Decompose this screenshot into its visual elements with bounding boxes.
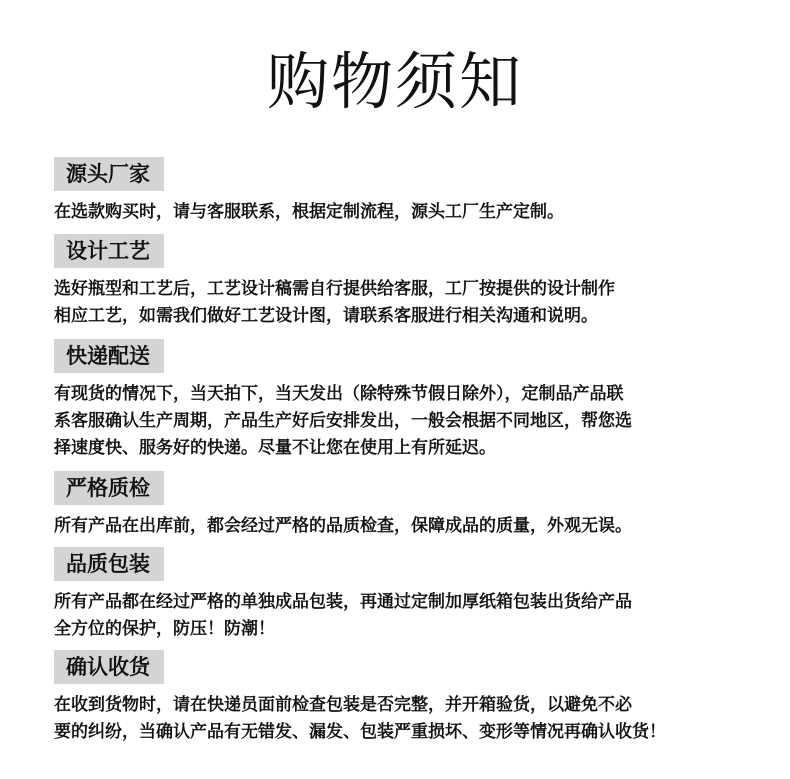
- section-heading: 快递配送: [54, 339, 164, 373]
- body-line: 要的纠纷，当确认产品有无错发、漏发、包装严重损坏、变形等情况再确认收货！: [54, 722, 666, 742]
- section-heading: 确认收货: [54, 650, 164, 684]
- body-line: 所有产品在出库前，都会经过严格的品质检查，保障成品的质量，外观无误。: [54, 516, 632, 536]
- section-body: [54, 589, 754, 643]
- body-line: 择速度快、服务好的快递。尽量不让您在使用上有所延迟。: [54, 438, 496, 458]
- body-line: 系客服确认生产周期，产品生产好后安排发出，一般会根据不同地区，帮您选: [54, 411, 632, 431]
- body-line: 在选款购买时，请与客服联系，根据定制流程，源头工厂生产定制。: [54, 202, 564, 222]
- section-body: [54, 513, 754, 540]
- section-heading: 设计工艺: [54, 234, 164, 268]
- body-line: 选好瓶型和工艺后，工艺设计稿需自行提供给客服，工厂按提供的设计制作: [54, 279, 615, 299]
- section-heading: 品质包装: [54, 547, 164, 581]
- page-title: 购物须知: [266, 45, 523, 118]
- section-heading: 严格质检: [54, 471, 164, 505]
- section-body: [54, 276, 754, 330]
- body-line: 有现货的情况下，当天拍下，当天发出（除特殊节假日除外），定制品产品联: [54, 384, 624, 404]
- section-body: [54, 692, 754, 746]
- section-body: [54, 199, 754, 226]
- body-line: 在收到货物时，请在快递员面前检查包装是否完整，并开箱验货，以避免不必: [54, 695, 632, 715]
- body-line: 全方位的保护，防压！防潮！: [54, 619, 275, 639]
- body-line: 所有产品都在经过严格的单独成品包装，再通过定制加厚纸箱包装出货给产品: [54, 592, 632, 612]
- body-line: 相应工艺，如需我们做好工艺设计图，请联系客服进行相关沟通和说明。: [54, 306, 598, 326]
- section-body: [54, 381, 754, 462]
- section-heading: 源头厂家: [54, 157, 164, 191]
